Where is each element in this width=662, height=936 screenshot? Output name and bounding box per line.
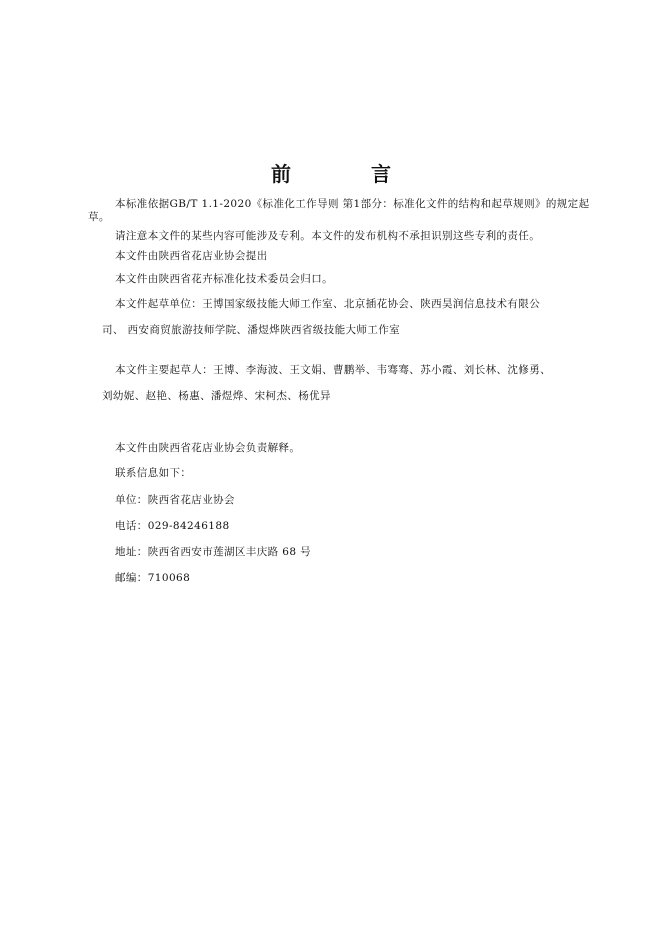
managed-by: 本文件由陕西省花卉标准化技术委员会归口。 bbox=[115, 273, 333, 285]
contact-phone: 电话：029-84246188 bbox=[115, 520, 230, 532]
drafting-units-line-1: 本文件起草单位：王博国家级技能大师工作室、北京插花协会、陕西昊润信息技术有限公 bbox=[115, 298, 541, 310]
interpretation: 本文件由陕西省花店业协会负责解释。 bbox=[115, 442, 301, 454]
drafters-line-1: 本文件主要起草人：王博、李海波、王文娟、曹鹏举、韦骞骞、苏小霞、刘长林、沈修勇、 bbox=[115, 364, 551, 376]
contact-address: 地址：陕西省西安市莲湖区丰庆路 68 号 bbox=[115, 546, 312, 558]
basis-line-1: 本标准依据GB/T 1.1-2020《标准化工作导则 第1部分：标准化文件的结构和起草规则》的规定起 bbox=[115, 198, 590, 210]
patent-notice: 请注意本文件的某些内容可能涉及专利。本文件的发布机构不承担识别这些专利的责任。 bbox=[115, 230, 541, 242]
contact-unit: 单位：陕西省花店业协会 bbox=[115, 494, 235, 506]
proposed-by: 本文件由陕西省花店业协会提出 bbox=[115, 250, 268, 262]
contact-heading: 联系信息如下： bbox=[115, 467, 192, 479]
contact-postcode: 邮编：710068 bbox=[115, 572, 191, 584]
page-title: 前 言 bbox=[271, 162, 421, 186]
drafting-units-line-2: 司、 西安商贸旅游技师学院、潘煜烨陕西省级技能大师工作室 bbox=[102, 324, 401, 336]
basis-line-2: 草。 bbox=[88, 211, 110, 223]
drafters-line-2: 刘幼妮、赵艳、杨惠、潘煜烨、宋柯杰、杨优异 bbox=[102, 390, 331, 402]
